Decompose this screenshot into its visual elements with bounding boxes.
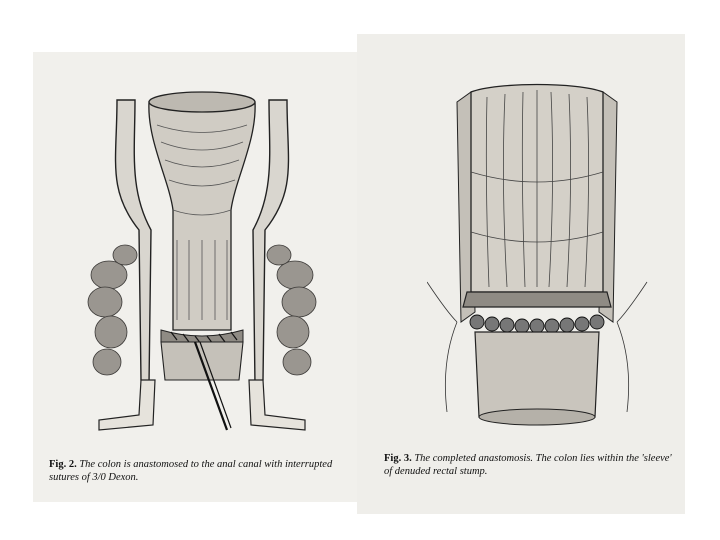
figure-2-label: Fig. 2. [49, 459, 77, 470]
figure-2-caption-text: The colon is anastomosed to the anal canal with interrupted sutures of 3/0 Dexon. [49, 459, 333, 483]
figure-3-illustration [427, 82, 682, 452]
figure-3-caption [384, 452, 679, 478]
figure-3-page [357, 34, 685, 514]
figure-2-illustration [77, 80, 327, 465]
figure-2-caption [49, 458, 349, 484]
figure-2-page [33, 52, 357, 502]
figure-3-caption-text: The completed anastomosis. The colon lies within the 'sleeve' of denuded rectal stump. [384, 453, 672, 477]
figure-3-label: Fig. 3. [384, 453, 412, 464]
